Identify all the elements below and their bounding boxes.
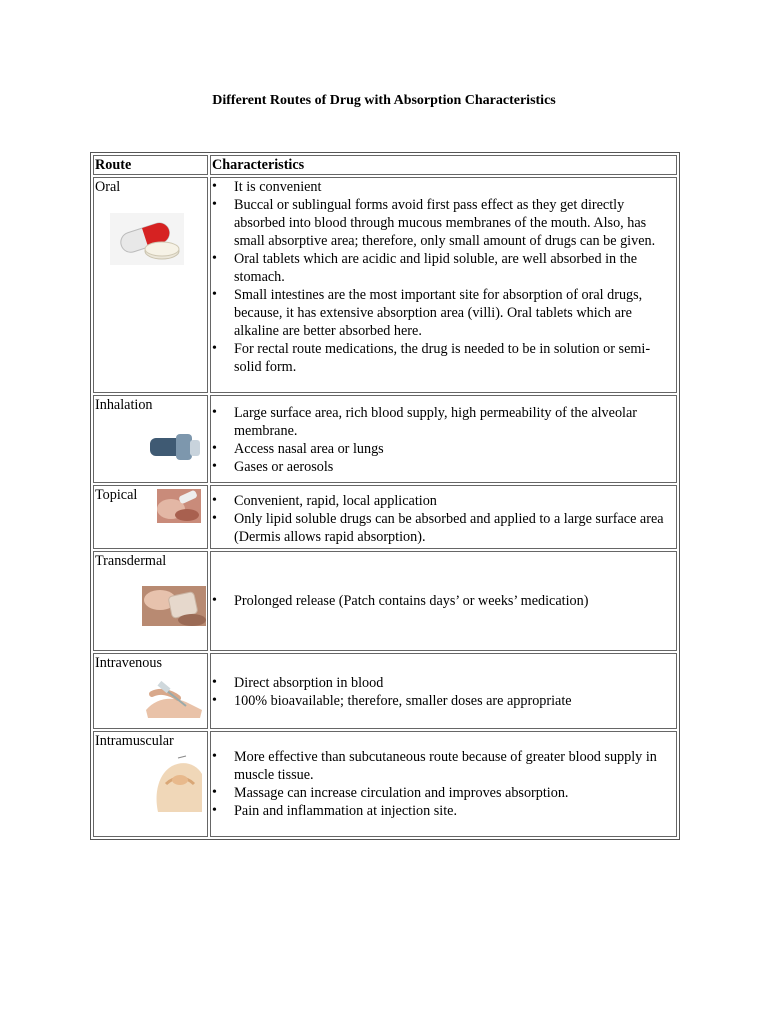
characteristics-cell — [210, 731, 677, 837]
list-item: • Convenient, rapid, local application — [212, 492, 676, 510]
routes-table — [90, 152, 680, 840]
capsule-and-tablet-icon — [110, 213, 184, 265]
inhaler-icon — [146, 430, 202, 464]
route-header: Route — [93, 155, 208, 175]
route-label: Inhalation — [95, 397, 153, 413]
list-item: • Access nasal area or lungs — [212, 440, 676, 458]
list-item: • Large surface area, rich blood supply, high permeability of the alveolar membrane. — [212, 404, 676, 440]
table-row — [93, 731, 677, 837]
transdermal-patch-icon — [142, 586, 206, 626]
route-label: Intramuscular — [95, 733, 174, 749]
intramuscular-injection-icon — [152, 754, 206, 812]
list-item: • Direct absorption in blood — [212, 674, 676, 692]
list-item: • Only lipid soluble drugs can be absorbed and applied to a large surface area (Dermis allows rapid absorption). — [212, 510, 676, 546]
characteristics-cell — [210, 177, 677, 393]
characteristics-list — [212, 674, 676, 710]
topical-application-icon — [157, 489, 201, 523]
route-label: Intravenous — [95, 655, 162, 671]
table-header-row — [93, 155, 677, 175]
route-cell — [93, 731, 208, 837]
route-label: Oral — [95, 179, 121, 195]
table-row — [93, 395, 677, 483]
list-item: • Small intestines are the most important site for absorption of oral drugs, because, it has extensive absorption area (villi). Oral tablets which are alkaline are better absorbed here. — [212, 286, 676, 340]
list-item: • It is convenient — [212, 178, 676, 196]
characteristics-list — [212, 748, 676, 820]
characteristics-cell — [210, 395, 677, 483]
characteristics-cell — [210, 653, 677, 729]
route-cell — [93, 395, 208, 483]
route-label: Transdermal — [95, 553, 167, 569]
table-row — [93, 653, 677, 729]
list-item: • Pain and inflammation at injection site. — [212, 802, 676, 820]
route-cell — [93, 485, 208, 549]
table-row — [93, 485, 677, 549]
iv-injection-icon — [142, 680, 206, 724]
table-row — [93, 177, 677, 393]
route-cell — [93, 551, 208, 651]
characteristics-list — [212, 592, 588, 610]
list-item: • For rectal route medications, the drug is needed to be in solution or semi-solid form. — [212, 340, 676, 376]
route-cell — [93, 653, 208, 729]
table-row — [93, 551, 677, 651]
characteristics-list — [212, 178, 676, 376]
list-item: • Massage can increase circulation and improves absorption. — [212, 784, 676, 802]
route-label: Topical — [95, 487, 138, 503]
list-item: • Gases or aerosols — [212, 458, 676, 476]
characteristics-list — [212, 492, 676, 546]
list-item: • 100% bioavailable; therefore, smaller doses are appropriate — [212, 692, 676, 710]
characteristics-list — [212, 404, 676, 476]
route-cell — [93, 177, 208, 393]
characteristics-cell — [210, 551, 677, 651]
list-item: • Buccal or sublingual forms avoid first pass effect as they get directly absorbed into blood through mucous membranes of the mouth. Also, has small absorptive area; therefore, only small amount of drugs can be given. — [212, 196, 676, 250]
list-item: • Prolonged release (Patch contains days’ or weeks’ medication) — [212, 592, 588, 610]
characteristics-cell — [210, 485, 677, 549]
list-item: • More effective than subcutaneous route because of greater blood supply in muscle tissue. — [212, 748, 676, 784]
document-title: Different Routes of Drug with Absorption Characteristics — [212, 93, 556, 108]
list-item: • Oral tablets which are acidic and lipid soluble, are well absorbed in the stomach. — [212, 250, 676, 286]
characteristics-header: Characteristics — [210, 155, 677, 175]
